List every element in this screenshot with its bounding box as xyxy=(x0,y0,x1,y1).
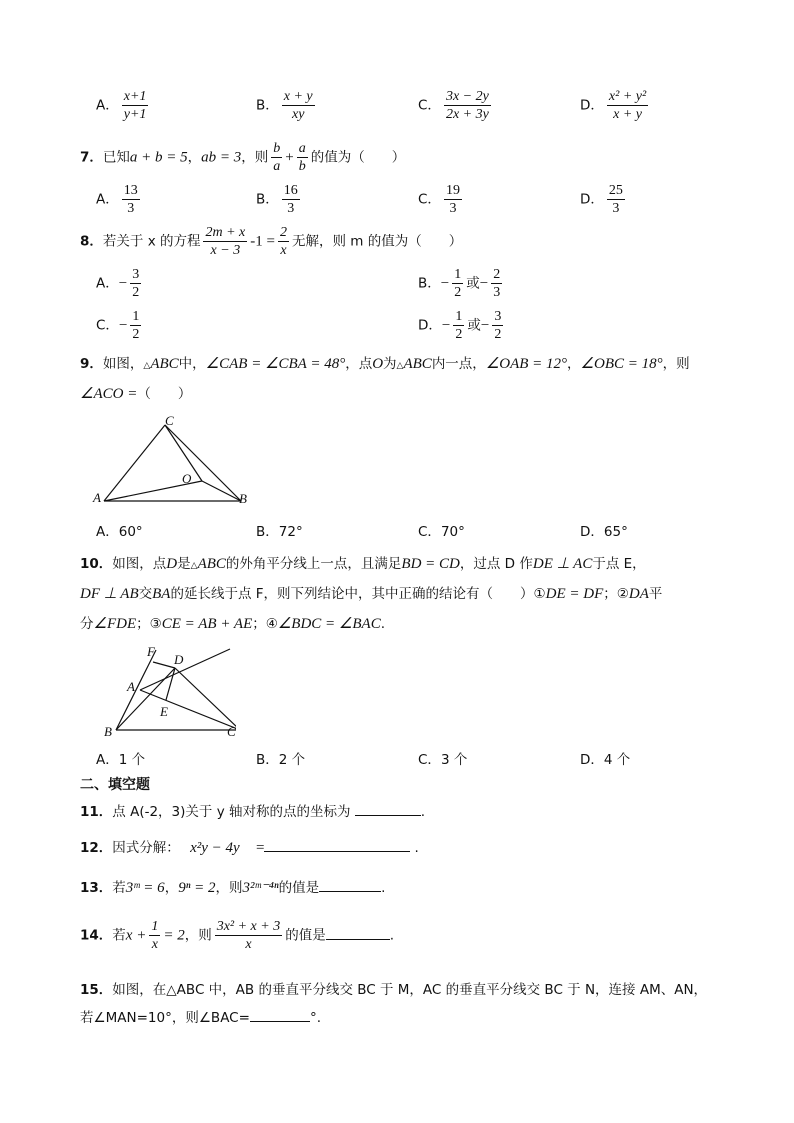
q8-fraction-2-over-x: $\frac{2}{x}$ xyxy=(279,225,287,258)
q14-fraction-1-over-x: $\frac{1}{x}$ xyxy=(151,919,159,952)
q15-line2: 若∠MAN=10°，则∠BAC= °. xyxy=(80,1006,321,1026)
q7-option-d[interactable]: D． $\frac{25}{3}$ xyxy=(580,183,623,216)
q7-fraction-b-over-a: $\frac{b}{a}$ xyxy=(273,141,281,174)
q6-b-fraction: $\frac{x + y}{xy}$ xyxy=(283,89,313,122)
q10-stem-line3: 分∠FDE；③CE = AB + AE；④∠BDC = ∠BAC. xyxy=(80,616,386,632)
q12: 12．因式分解： x²y − 4y = . xyxy=(80,836,419,857)
q7-option-a[interactable]: A． $\frac{13}{3}$ xyxy=(96,183,138,216)
q6-option-c[interactable]: C． $\frac{3x - 2y}{2x + 3y}$ xyxy=(418,89,489,122)
q9-option-c[interactable]: C．70° xyxy=(418,524,465,540)
q10-stem-line1: 10．如图，点D是△ABC的外角平分线上一点，且满足BD = CD，过点 D 作DE ⊥ AC于点 E， xyxy=(80,556,646,572)
q13: 13．若3ᵐ = 6，9ⁿ = 2，则3²ᵐ⁻⁴ⁿ的值是 . xyxy=(80,876,385,897)
q9-label-b: B xyxy=(239,491,247,506)
q6-option-d[interactable]: D． $\frac{\text{x² + y²}}{x + y}$ xyxy=(580,89,647,122)
q10-segment-cd xyxy=(175,668,236,730)
q14-answer-blank[interactable] xyxy=(326,925,390,940)
q9-option-d[interactable]: D．65° xyxy=(580,524,628,540)
q10-label-c: C xyxy=(227,724,236,739)
q6-option-b[interactable]: B． $\frac{x + y}{xy}$ xyxy=(256,89,313,122)
q12-answer-blank[interactable] xyxy=(264,837,410,852)
section-title-fill-in: 二、填空题 xyxy=(80,777,150,793)
q10-label-f: F xyxy=(147,644,155,659)
q10-segment-ac xyxy=(140,690,236,730)
q9-label-o: O xyxy=(182,471,192,486)
q8-option-d[interactable]: D．− $\frac{1}{2}$ 或− $\frac{3}{2}$ xyxy=(418,309,502,342)
q10-option-d[interactable]: D．4 个 xyxy=(580,752,631,768)
q9-option-b[interactable]: B．72° xyxy=(256,524,303,540)
q10-label-a: A xyxy=(127,679,135,694)
q10-figure xyxy=(96,640,236,742)
q10-option-a[interactable]: A．1 个 xyxy=(96,752,146,768)
q14: 14．若x + $\frac{1}{x}$ = 2，则 $\frac{\text{3x² + x + 3}}{x}$ 的值是 . xyxy=(80,919,395,952)
q6-c-fraction: $\frac{3x - 2y}{2x + 3y}$ xyxy=(445,89,489,122)
q8-fraction-main: $\frac{2m + x}{x - 3}$ xyxy=(205,225,246,258)
q8-stem: 8．若关于 x 的方程 $\frac{2m + x}{x - 3}$ -1 = $\frac{2}{x}$ 无解，则 m 的值为（ ） xyxy=(80,225,463,258)
q14-fraction-main: $\frac{\text{3x² + x + 3}}{x}$ xyxy=(216,919,281,952)
q10-segment-df xyxy=(153,662,175,668)
q6-d-fraction: $\frac{\text{x² + y²}}{x + y}$ xyxy=(608,89,647,122)
q7-option-b[interactable]: B． $\frac{16}{3}$ xyxy=(256,183,298,216)
q10-label-b: B xyxy=(104,724,112,739)
q10-line-bf xyxy=(116,650,156,730)
q9-figure xyxy=(90,410,260,510)
q8-option-c[interactable]: C．− $\frac{1}{2}$ xyxy=(96,309,140,342)
q7-fraction-a-over-b: $\frac{a}{b}$ xyxy=(298,141,306,174)
q10-label-e: E xyxy=(160,704,168,719)
q6-a-fraction: $\frac{x+1}{y+1}$ xyxy=(123,89,147,122)
q8-option-b[interactable]: B．− $\frac{1}{2}$ 或− $\frac{2}{3}$ xyxy=(418,267,501,300)
q9-segment-bc xyxy=(165,425,241,501)
q6-option-a[interactable]: A． $\frac{x+1}{y+1}$ xyxy=(96,89,147,122)
q9-stem-line2: ∠ACO =（ ） xyxy=(80,386,192,402)
q11-answer-blank[interactable] xyxy=(355,801,421,816)
q9-label-c: C xyxy=(165,413,174,428)
q10-option-b[interactable]: B．2 个 xyxy=(256,752,306,768)
q9-segment-bo xyxy=(202,481,241,501)
q9-segment-ac xyxy=(104,425,165,501)
q13-answer-blank[interactable] xyxy=(319,877,381,892)
q9-option-a[interactable]: A．60° xyxy=(96,524,143,540)
q15-line1: 15．如图，在△ABC 中，AB 的垂直平分线交 BC 于 M，AC 的垂直平分线交 BC 于 N，连接 AM、AN， xyxy=(80,982,708,998)
q10-label-d: D xyxy=(174,652,184,667)
q10-option-c[interactable]: C．3 个 xyxy=(418,752,468,768)
q7-stem: 7．已知a + b = 5，ab = 3，则 $\frac{b}{a}$ + $\frac{a}{b}$ 的值为（ ） xyxy=(80,141,406,174)
q9-label-a: A xyxy=(93,490,101,505)
q9-stem-line1: 9．如图，△ABC中，∠CAB = ∠CBA = 48°，点O为△ABC内一点，∠OAB = 12°，∠OBC = 18°，则 xyxy=(80,356,690,372)
q7-option-c[interactable]: C． $\frac{19}{3}$ xyxy=(418,183,460,216)
q10-stem-line2: DF ⊥ AB交BA的延长线于点 F，则下列结论中，其中正确的结论有（ ）①DE = DF；②DA平 xyxy=(80,586,663,602)
q8-option-a[interactable]: A．− $\frac{3}{2}$ xyxy=(96,267,140,300)
q11: 11．点 A(-2，3)关于 y 轴对称的点的坐标为 . xyxy=(80,800,425,820)
q15-answer-blank[interactable] xyxy=(250,1007,310,1022)
